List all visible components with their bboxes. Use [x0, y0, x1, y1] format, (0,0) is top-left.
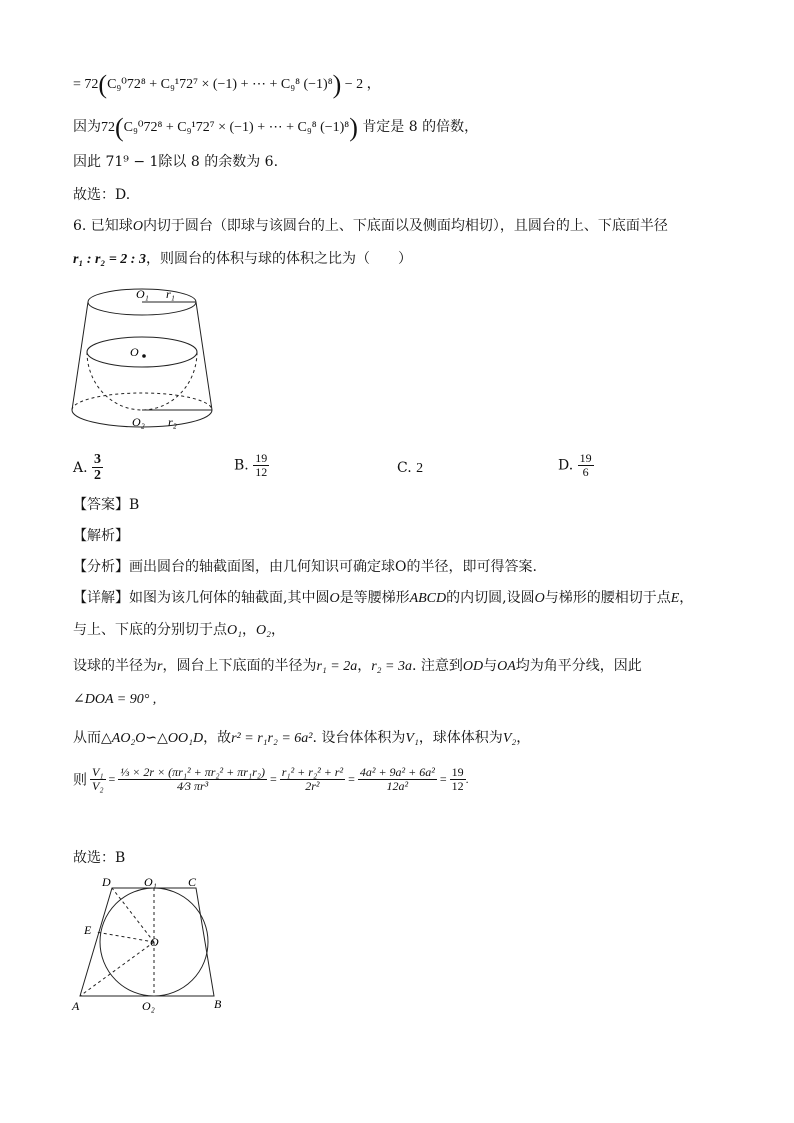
- formula-eq3: =: [348, 772, 355, 787]
- d3-r2: r₂ = 3a: [371, 659, 412, 674]
- detail-line-3: 设球的半径为r，圆台上下底面的半径为r₁ = 2a，r₂ = 3a. 注意到OD与OA均为角平分线，因此: [73, 658, 642, 674]
- d2-o2: O₂: [255, 623, 271, 638]
- formula-eq1: =: [108, 772, 116, 787]
- text-because: 因为: [73, 119, 101, 135]
- question-6-line1: [73, 219, 668, 234]
- d3-od: OD: [462, 659, 484, 674]
- d3-c: . 注意到: [411, 658, 463, 674]
- fig1-label-r2: r₂: [168, 415, 177, 429]
- d5-d: ，球体体积为: [418, 730, 503, 746]
- formula-f1: $\frac{\text{⅓ × 2r × (πr₁² + πr₂² + πr₁r₂)}}{\text{4⁄3 πr³}}$: [120, 765, 265, 794]
- option-d-value: $\frac{19}{6}$: [579, 451, 592, 480]
- option-c: [397, 460, 423, 477]
- detail-line-1: 【详解】如图为该几何体的轴截面,其中圆O是等腰梯形ABCD的内切圆,设圆O与梯形的腰相切于点E，: [73, 590, 694, 606]
- option-d-label: D.: [558, 457, 574, 474]
- sphere-o: O: [132, 219, 143, 234]
- option-c-label: C.: [397, 460, 412, 476]
- fig2-label-d: D: [102, 875, 111, 889]
- d3-a: 设球的半径为: [73, 658, 157, 674]
- fig1-label-r1: r₁: [166, 287, 175, 301]
- radius-ratio: r₁ : r₂ = 2 : 3: [73, 252, 146, 267]
- binomial-sum: C₉⁰72⁸ + C₉¹72⁷ × (−1) + ⋯ + C₉⁸ (−1)⁸: [107, 77, 333, 92]
- fig2-label-o: O: [150, 935, 159, 949]
- d1-o2: O: [534, 591, 545, 606]
- d2-o1: O₁: [227, 623, 242, 638]
- choice-d-line: 故选：D.: [73, 187, 131, 203]
- d3-oa: OA: [497, 659, 516, 674]
- d1-c: 的内切圆,设圆: [446, 590, 535, 606]
- option-a-label: A.: [73, 459, 88, 476]
- formula-then: 则: [73, 773, 87, 789]
- fig2-label-b: B: [214, 997, 222, 1011]
- formula-f2: $\frac{\text{r₁² + r₂² + r²}}{\text{2r²}}$: [281, 765, 344, 794]
- fig1-label-o1: O₁: [136, 287, 149, 301]
- volume-ratio-formula: [73, 766, 469, 793]
- d2-a: 与上、下底的分别切于点: [73, 622, 227, 638]
- binomial-sum-2: C₉⁰72⁸ + C₉¹72⁷ × (−1) + ⋯ + C₉⁸ (−1)⁸: [123, 120, 350, 135]
- detail-line-2: 与上、下底的分别切于点O₁，O₂，: [73, 622, 285, 638]
- analysis-line: 【分析】画出圆台的轴截面图，由几何知识可确定球O的半径，即可得答案.: [73, 559, 537, 575]
- fig2-label-e: E: [84, 923, 92, 937]
- frustum-figure: [66, 280, 226, 430]
- d3-b: ，圆台上下底面的半径为: [162, 658, 317, 674]
- expansion-suffix: − 2 ，: [344, 77, 381, 92]
- formula-lhs: $\frac{\text{V₁}}{\text{V₂}}$: [92, 765, 104, 794]
- question-6-line2: [73, 252, 412, 267]
- fig2-label-o2: O₂: [142, 999, 155, 1013]
- q-text-a: 6. 已知球: [73, 218, 133, 234]
- detail-line-5: 从而△AO₂O∽△OO₁D，故r² = r₁r₂ = 6a². 设台体体积为V₁，球体体积为V₂，: [73, 730, 531, 746]
- d3-e: 均为角平分线，因此: [515, 658, 642, 674]
- expansion-prefix: = 72: [73, 77, 99, 92]
- d5-c: . 设台体体积为: [312, 730, 406, 746]
- d5-b: ，故: [203, 730, 232, 746]
- analysis-title: 【解析】: [73, 528, 129, 544]
- d5-a: 从而: [73, 730, 101, 746]
- d1-b: 是等腰梯形: [339, 590, 410, 606]
- option-a-value: $\frac{3}{2}$: [94, 452, 102, 484]
- expansion-line: = 72(C₉⁰72⁸ + C₉¹72⁷ × (−1) + ⋯ + C₉⁸ (−1)⁸) − 2 ，: [73, 70, 381, 99]
- d5-sim: △AO₂O∽△OO₁D: [101, 731, 204, 746]
- d5-v2: V₂: [502, 731, 517, 746]
- trapezoid-figure: [68, 872, 238, 1017]
- d3-r: r: [157, 659, 163, 674]
- option-b-value: $\frac{19}{12}$: [255, 451, 268, 480]
- conclusion-line: 故选：B: [73, 850, 126, 866]
- fig2-label-c: C: [188, 875, 197, 889]
- answer-line: 【答案】B: [73, 497, 140, 513]
- multiple-line: 因为72(C₉⁰72⁸ + C₉¹72⁷ × (−1) + ⋯ + C₉⁸ (−1)⁸) 肯定是 8 的倍数，: [73, 113, 479, 142]
- q-text-b: 内切于圆台（即球与该圆台的上、下底面以及侧面均相切），且圆台的上、下底面半径: [142, 218, 668, 234]
- option-c-value: 2: [416, 461, 424, 476]
- d1-o: O: [329, 591, 340, 606]
- q-text-c: ，则圆台的体积与球的体积之比为（ ）: [145, 251, 412, 267]
- fig2-label-a: A: [72, 999, 80, 1013]
- d5-v1: V₁: [405, 731, 419, 746]
- d1-abcd: ABCD: [409, 591, 447, 606]
- option-b-label: B.: [234, 457, 249, 474]
- formula-eq4: =: [439, 772, 447, 787]
- formula-f4: $\frac{19}{12}$: [451, 765, 464, 794]
- formula-f3: $\frac{\text{4a² + 9a² + 6a²}}{\text{12a²}}$: [359, 765, 435, 794]
- d1-e: E: [670, 591, 680, 606]
- fig2-label-o1: O₁: [144, 875, 157, 889]
- formula-period: .: [465, 772, 469, 787]
- option-a: [73, 452, 103, 484]
- fig1-label-o2: O₂: [132, 415, 145, 429]
- fig1-label-o: O: [130, 345, 139, 359]
- d1-a: 【详解】如图为该几何体的轴截面,其中圆: [73, 590, 330, 606]
- d5-r2rel: r² = r₁r₂ = 6a²: [231, 731, 313, 746]
- option-d: [558, 452, 594, 479]
- d1-d: 与梯形的腰相切于点: [544, 590, 671, 606]
- detail-line-4: ∠DOA = 90° ,: [73, 692, 157, 707]
- text-multiple: 肯定是 8 的倍数，: [362, 119, 479, 135]
- remainder-line: 因此 71⁹ − 1除以 8 的余数为 6.: [73, 154, 279, 170]
- d3-r1: r₁ = 2a: [316, 659, 358, 674]
- d3-d: 与: [483, 658, 498, 674]
- option-b: [234, 452, 269, 479]
- formula-eq2: =: [269, 772, 277, 787]
